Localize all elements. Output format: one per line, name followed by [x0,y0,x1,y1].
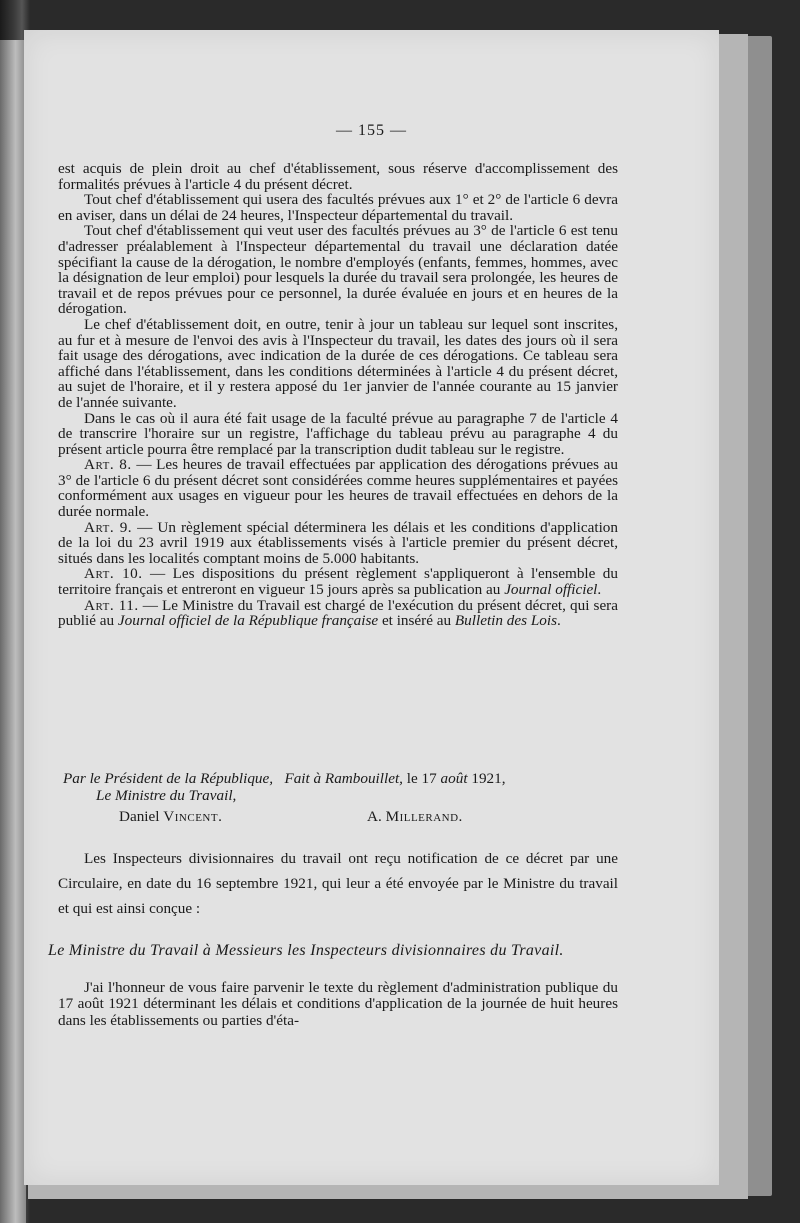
article-9 [58,520,618,567]
circular-heading: Le Ministre du Travail à Messieurs les Inspecteurs divisionnaires du Travail. [48,942,564,959]
par-le-president: Par le Président de la République, [63,770,274,787]
signature-line-2 [96,787,236,805]
article-text: — Les heures de travail effectuées par application des dérogations prévues au 3° de l'article 6 du présent décret sont considérées comme heures supplémentaires et payées conformément aux usages en vigueur pour les heures de travail effectuées en dehors de la durée normale. [58,456,618,521]
paragraph: Dans le cas où il aura été fait usage de la faculté prévue au paragraphe 7 de l'article 4 de transcrire l'horaire sur un registre, l'affichage du tableau prévu au paragraphe 4 du présent article pourra être remplacé par la transcription dudit tableau sur le registre. [58,409,618,458]
article-11 [58,598,618,629]
circular-paragraph: J'ai l'honneur de vous faire parvenir le texte du règlement d'administration publique du 17 août 1921 déterminant les délais et conditions d'application de la journée de huit heures dans les établissements ou parties d'éta- [58,979,618,1029]
article-text: . [597,581,602,599]
date-month: août [440,770,468,787]
ministre-first-name: Daniel [119,808,160,825]
page-number: — 155 — [336,122,407,139]
ministre-last-name: Vincent. [163,808,223,825]
article-label: Art. 10. [84,565,143,583]
article-text: — Les dispositions du présent règlement s'appliqueront à l'ensemble du territoire français et entreront en vigueur 15 jours après sa publication au [58,565,618,599]
president-signature [367,808,463,826]
paragraph: est acquis de plein droit au chef d'établissement, sous réserve d'accomplissement des formalités prévues à l'article 4 du présent décret. [58,160,618,193]
ministre-signature [119,808,222,826]
president-initial: A. [367,808,382,825]
article-text-italic: Journal officiel de la République française [117,612,379,630]
circular-body [58,980,618,1029]
article-label: Art. 11. [84,596,139,614]
decree-body [58,161,618,629]
signature-line-1 [63,770,506,788]
president-last-name: Millerand. [385,808,463,825]
article-8 [58,457,618,519]
notification-block [58,846,618,921]
article-text: et inséré au [378,612,455,630]
article-text: — Un règlement spécial déterminera les délais et les conditions d'application de la loi du 23 avril 1919 aux établissements visés à l'article premier du présent décret, situés dans les localités comptant moins de 5.000 habitants. [58,518,618,567]
fait-a: Fait à Rambouillet, [284,770,403,787]
paragraph: Tout chef d'établissement qui veut user des facultés prévues au 3° de l'article 6 est tenu d'adresser préalablement à l'Inspecteur départemental du travail une déclaration datée spécifiant la cause de la dérogation, le nombre d'employés (enfants, femmes, hommes, avec la désignation de leur emploi) pour lesquels la durée du travail sera prolongée, les heures de travail et de repos prévues pour ce personnel, la durée évaluée en jours et en heures de la dérogation. [58,222,618,318]
date-prefix: le 17 [402,770,441,787]
paragraph: Tout chef d'établissement qui usera des facultés prévues aux 1° et 2° de l'article 6 devra en aviser, dans un délai de 24 heures, l'Inspecteur départemental du travail. [58,191,618,224]
notification-paragraph: Les Inspecteurs divisionnaires du travail ont reçu notification de ce décret par une Circulaire, en date du 16 septembre 1921, qui leur a été envoyée par le Ministre du travail et qui est ainsi conçue : [58,850,618,917]
article-text-italic: Bulletin des Lois [454,612,557,630]
article-10 [58,566,618,597]
paragraph: Le chef d'établissement doit, en outre, tenir à jour un tableau sur lequel sont inscrites, au fur et à mesure de l'envoi des avis à l'Inspecteur du travail, les dates des jours où il sera fait usage des dérogations, avec indication de la durée de ces dérogations. Ce tableau sera affiché dans l'établissement, dans les conditions déterminées à l'article 4 du présent décret, au sujet de l'horaire, et il y restera apposé du 1er janvier de l'année courante au 15 janvier de l'année suivante. [58,315,618,411]
article-text: — Le Ministre du Travail est chargé de l'exécution du présent décret, qui sera publié au [58,596,618,630]
article-text: . [556,612,561,630]
book-spine [0,40,26,1223]
article-label: Art. 8. [84,456,132,474]
ministre-title: Le Ministre du Travail, [96,787,237,804]
article-text-italic: Journal officiel [504,581,598,599]
date-year: 1921, [467,770,506,787]
document-page [24,30,719,1185]
article-label: Art. 9. [84,518,133,536]
